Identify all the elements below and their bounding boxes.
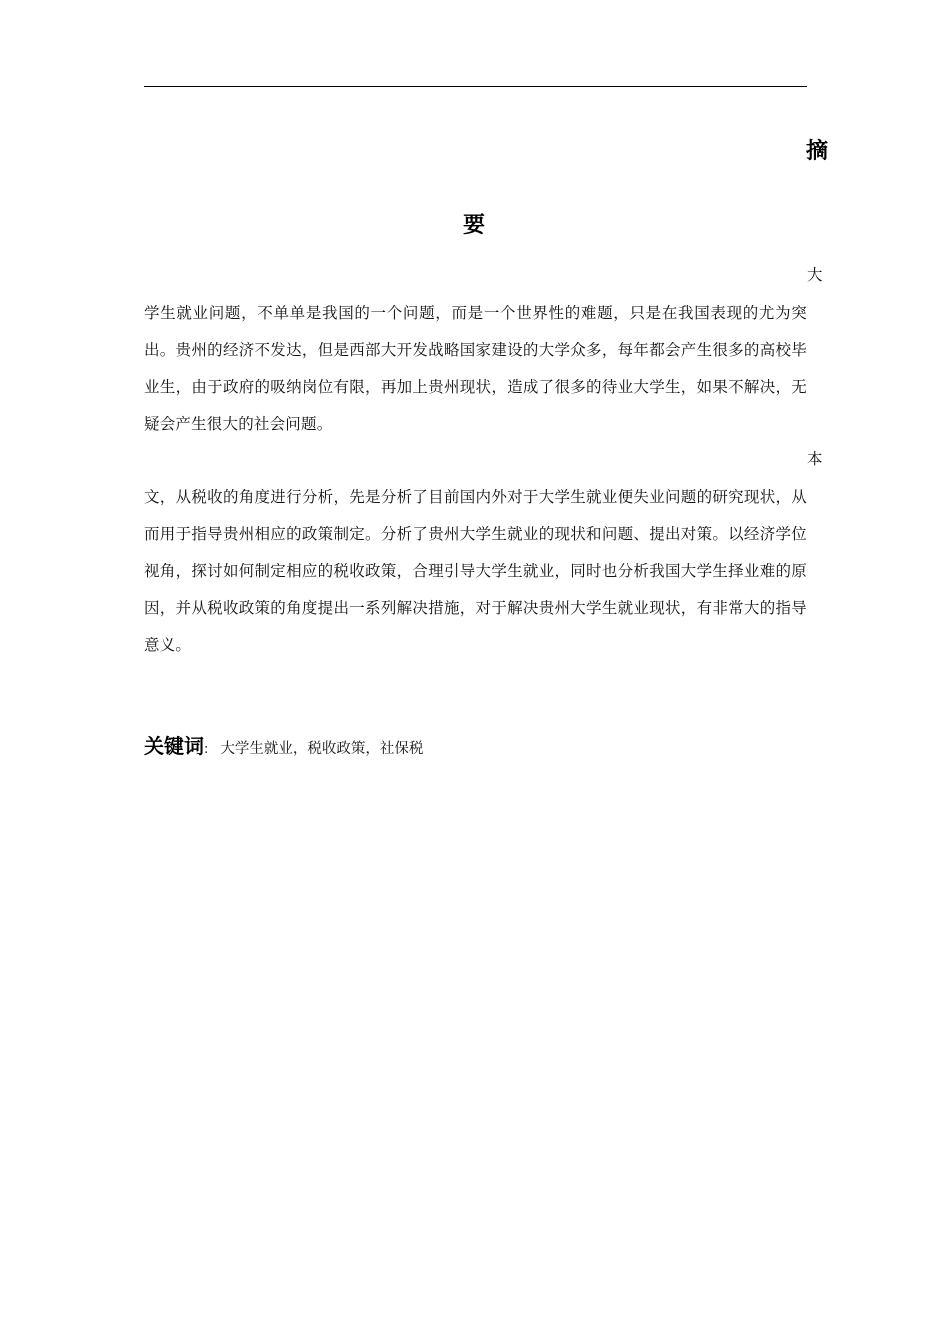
abstract-paragraph-1: 学生就业问题，不单单是我国的一个问题，而是一个世界性的难题，只是在我国表现的尤为突出。贵州的经济不发达，但是西部大开发战略国家建设的大学众多，每年都会产生很多的高校毕业生，由于政府的吸纳岗位有限，再加上贵州现状，造成了很多的待业大学生，如果不解决，无疑会产生很大的社会问题。 xyxy=(144,304,807,433)
keywords-label: 关键词 xyxy=(144,734,204,758)
paragraph-2-lead-char: 本 xyxy=(807,450,823,468)
keywords-colon: : xyxy=(204,742,209,757)
abstract-title-char-2: 要 xyxy=(463,213,486,238)
keywords-value: 大学生就业，税收政策，社保税 xyxy=(220,741,424,757)
keywords-line xyxy=(144,730,807,759)
paragraph-1-lead-char: 大 xyxy=(807,266,823,284)
abstract-title-char-1: 摘 xyxy=(806,139,829,164)
abstract-paragraph-2: 文，从税收的角度进行分析，先是分析了目前国内外对于大学生就业便失业问题的研究现状，从而用于指导贵州相应的政策制定。分析了贵州大学生就业的现状和问题、提出对策。以经济学位视角，探讨如何制定相应的税收政策，合理引导大学生就业，同时也分析我国大学生择业难的原因，并从税收政策的角度提出一系列解决措施，对于解决贵州大学生就业现状，有非常大的指导意义。 xyxy=(144,488,807,654)
header-rule xyxy=(144,86,807,87)
